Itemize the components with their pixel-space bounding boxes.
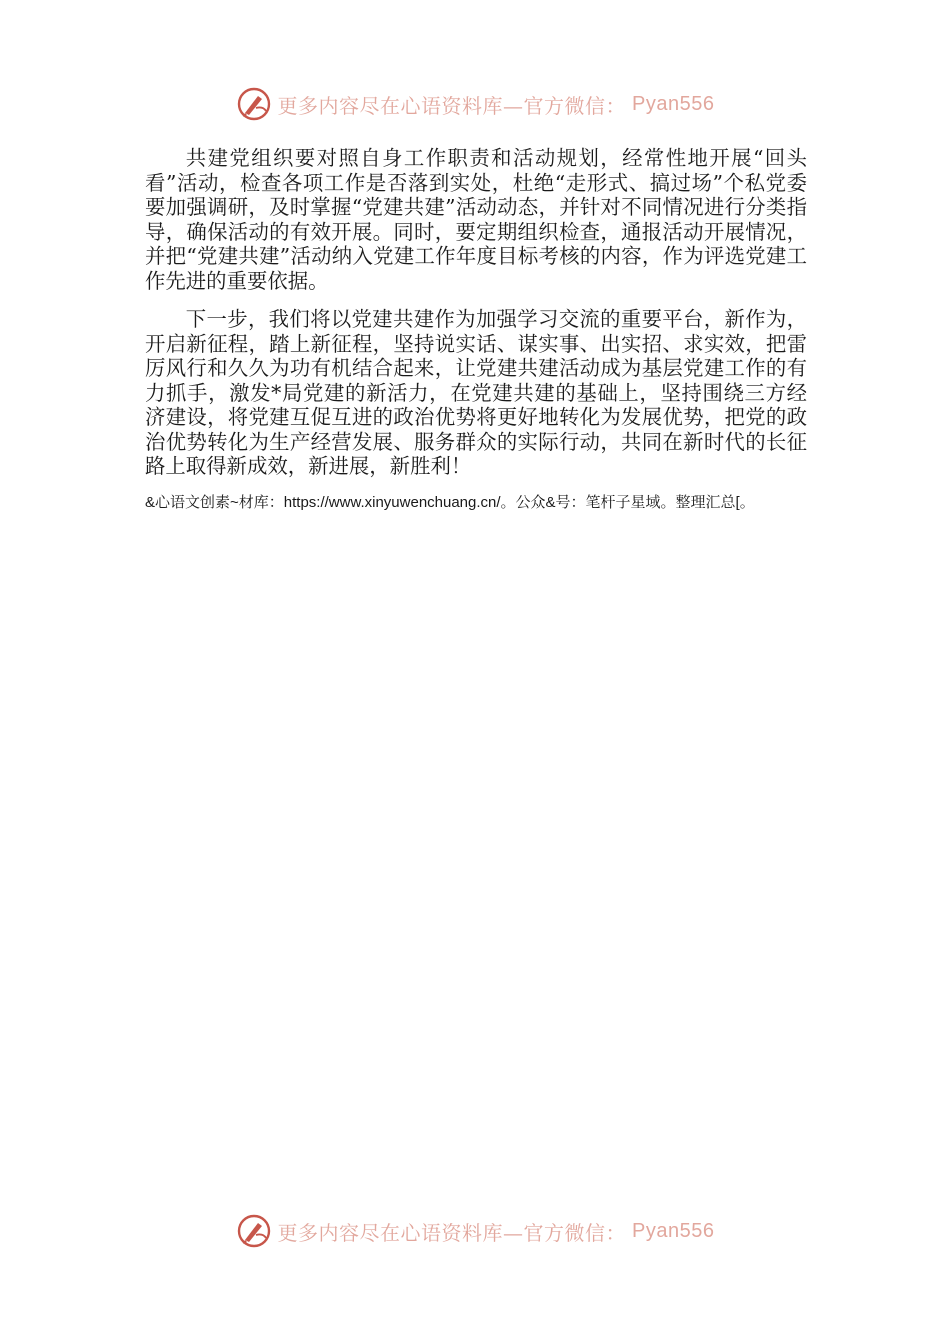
document-body [145,146,807,513]
source-note: &心语文创素~材库：https://www.xinyuwenchuang.cn/。公众&号：笔杆子星域。整理汇总[。 [145,493,755,511]
pen-circle-logo-icon [236,1213,272,1249]
footer-watermark [0,1213,950,1249]
pen-circle-logo-icon [236,86,272,122]
paragraph: 下一步，我们将以党建共建作为加强学习交流的重要平台，新作为，开启新征程，踏上新征程，坚持说实话、谋实事、出实招、求实效，把雷厉风行和久久为功有机结合起来，让党建共建活动成为基层党建工作的有力抓手，激发*局党建的新活力，在党建共建的基础上，坚持围绕三方经济建设，将党建互促互进的政治优势将更好地转化为发展优势，把党的政治优势转化为生产经营发展、服务群众的实际行动，共同在新时代的长征路上取得新成效，新进展，新胜利！ [145,307,807,478]
header-watermark [0,86,950,122]
paragraph: 共建党组织要对照自身工作职责和活动规划，经常性地开展“回头看”活动，检查各项工作是否落到实处，杜绝“走形式、搞过场”个私党委要加强调研，及时掌握“党建共建”活动动态，并针对不同情况进行分类指导，确保活动的有效开展。同时，要定期组织检查，通报活动开展情况，并把“党建共建”活动纳入党建工作年度目标考核的内容，作为评选党建工作先进的重要依据。 [145,146,807,293]
watermark-text: 更多内容尽在心语资料库—官方微信： [277,1220,627,1245]
watermark-text: 更多内容尽在心语资料库—官方微信： [277,93,627,118]
watermark-wechat-id: Pyan556 [632,92,715,115]
watermark-wechat-id: Pyan556 [632,1219,715,1242]
